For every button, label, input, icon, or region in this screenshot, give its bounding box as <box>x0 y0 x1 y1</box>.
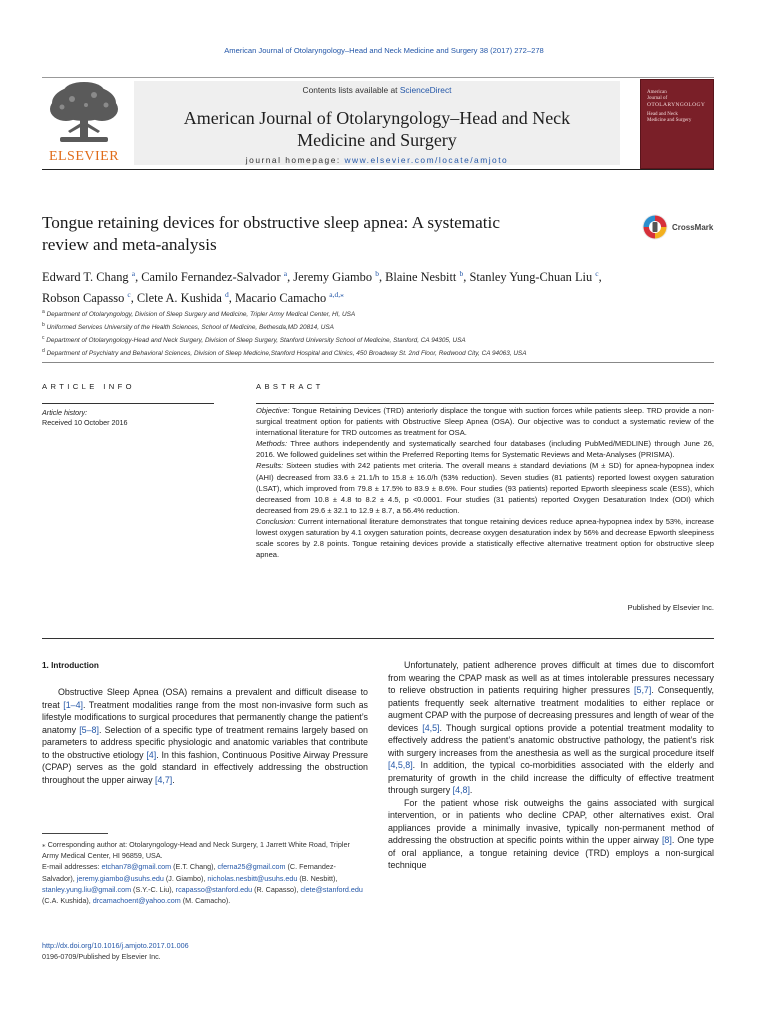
text-run: Unfortunately, patient adherence proves difficult at times due to discomfort from wearing the CPAP mask as well as at times intolerable pressures necessary to relieve obstruction in patients requiring higher pressures <box>388 660 714 695</box>
text-run: . In addition, the typical co-morbidities associated with the elderly and prematurity of growth in the child increase the difficulty of effective treatment through surgery <box>388 760 714 795</box>
text-run: . <box>172 774 175 785</box>
crossmark-label: CrossMark <box>672 223 714 232</box>
affiliation-item <box>42 346 726 359</box>
text-run: For the patient whose risk outweighs the gains associated with surgical intervention, or in patients who decline CPAP, other alternatives exist. Oral appliances provide a minimally invasive, typically non-permanent method of addressing the obstruction at specific points within the upper airway <box>388 797 714 845</box>
objective-text: Tongue Retaining Devices (TRD) anteriorly displace the tongue with suction forces while patients sleep. TRD provide a non-surgical treatment option for patients with Obstructive Sleep Apnea (OSA). Our objective was to conduct a systematic review of the international literature for TRD outcomes as treatment for OSA. <box>256 406 714 438</box>
author-affil-marker[interactable]: b <box>375 269 379 278</box>
text-run: E-mail addresses: <box>42 862 102 872</box>
article-history <box>42 408 214 429</box>
affiliation-marker: c <box>42 335 45 342</box>
affiliation-item <box>42 333 726 346</box>
abstract-results <box>256 460 714 515</box>
abstract-conclusion <box>256 516 714 560</box>
text-run: (R. Capasso), <box>252 884 301 894</box>
journal-masthead <box>42 77 714 169</box>
inline-link[interactable]: [5,7] <box>634 685 652 695</box>
homepage-prefix: journal homepage: <box>245 155 345 165</box>
cover-text <box>647 90 707 124</box>
text-run: . Selection of a specific type of treatment remains largely based on parameters to address specific physiologic and anatomic variables that contribute to the obstructive etiology <box>42 724 368 760</box>
crossmark-icon <box>642 214 668 240</box>
sciencedirect-link[interactable]: ScienceDirect <box>399 85 452 95</box>
journal-title <box>134 107 620 151</box>
text-run: (J. Giambo), <box>163 873 208 883</box>
author[interactable]: Edward T. Chang <box>42 270 129 285</box>
affiliation-text: Department of Otolaryngology, Division of Sleep Surgery and Medicine, Tripler Army Medical Center, HI, USA <box>46 311 356 319</box>
inline-link[interactable]: [4,5,8] <box>388 760 413 770</box>
text-run: . <box>469 785 473 795</box>
methods-label: Methods: <box>256 439 288 449</box>
inline-link[interactable]: etchan78@gmail.com <box>101 862 172 872</box>
inline-link[interactable]: drcamachoent@yahoo.com <box>92 896 181 906</box>
body-column-right <box>388 659 714 872</box>
body-divider <box>42 638 714 639</box>
article-title-line-2: review and meta-analysis <box>42 235 217 254</box>
text-run: (B. Nesbitt), <box>297 873 338 883</box>
affiliation-item <box>42 307 726 320</box>
text-run: (S.Y.-C. Liu), <box>131 884 176 894</box>
contents-prefix: Contents lists available at <box>302 85 400 95</box>
text-run: (M. Camacho). <box>180 896 231 906</box>
inline-link[interactable]: cferna25@gmail.com <box>217 862 286 872</box>
affiliation-marker: d <box>42 348 45 355</box>
author-affil-marker[interactable]: a <box>283 269 288 278</box>
intro-paragraph-3 <box>388 797 714 872</box>
text-run: . Though surgical options provide a potential treatment modality to effectively address the patient’s anatomic obstructive pathology, the patient’s risk with surgery increases from the anesthesia as well as the surgical procedure itself <box>388 722 714 758</box>
inline-link[interactable]: [4,8] <box>452 785 470 795</box>
cover-line-5: Medicine and Surgery <box>647 118 692 123</box>
doi-link[interactable]: http://dx.doi.org/10.1016/j.amjoto.2017.01.006 <box>42 941 189 950</box>
methods-text: Three authors independently and systematically searched four databases (including PubMed/MEDLINE) through June 26, 2016. We followed guidelines set within the Preferred Reporting Items for Systematic Reviews and Meta-Analyses (PRISMA). <box>256 439 714 460</box>
article-info-rule <box>42 403 214 404</box>
author-affil-marker[interactable]: d <box>225 290 229 300</box>
author-affil-marker[interactable]: b <box>459 269 464 278</box>
section-heading-introduction: 1. Introduction <box>42 661 99 670</box>
elsevier-wordmark: ELSEVIER <box>48 149 120 164</box>
author[interactable]: Blaine Nesbitt <box>385 270 457 285</box>
journal-title-line-1: American Journal of Otolaryngology–Head and Neck <box>183 108 571 128</box>
journal-title-line-2: Medicine and Surgery <box>297 130 457 150</box>
author-affil-marker[interactable]: c <box>127 290 131 300</box>
author[interactable]: Macario Camacho <box>235 291 327 306</box>
journal-homepage-line <box>134 155 620 165</box>
intro-paragraph-2 <box>388 659 714 797</box>
affiliation-marker: a <box>42 309 45 315</box>
cover-line-1: American <box>647 90 667 95</box>
affiliation-item <box>42 320 726 333</box>
contents-available-line <box>134 85 620 95</box>
text-run: . Treatment modalities range from the most non-invasive form such as lifestyle modifications to surgical procedures that permanently change the patient’s anatomy <box>42 699 368 735</box>
inline-link[interactable]: rcapasso@stanford.edu <box>175 884 253 894</box>
email-addresses <box>42 861 368 906</box>
front-matter-divider <box>42 362 714 363</box>
inline-link[interactable]: [4,7] <box>154 774 173 785</box>
journal-cover-thumbnail[interactable] <box>640 79 714 169</box>
objective-label: Objective: <box>256 406 290 415</box>
cover-line-2: Journal of <box>647 96 668 101</box>
author[interactable]: Robson Capasso <box>42 291 125 306</box>
abstract-methods <box>256 438 714 460</box>
masthead-top-rule <box>42 77 714 78</box>
inline-link[interactable]: stanley.yung.liu@gmail.com <box>42 884 132 894</box>
text-run: (E.T. Chang), <box>171 862 218 872</box>
cover-line-3: OTOLARYNGOLOGY <box>647 102 706 108</box>
conclusion-label: Conclusion: <box>256 516 296 526</box>
inline-link[interactable]: jeremy.giambo@usuhs.edu <box>76 873 164 883</box>
article-title-line-1: Tongue retaining devices for obstructive sleep apnea: A systematic <box>42 213 500 232</box>
abstract-objective <box>256 405 714 438</box>
inline-link[interactable]: [5–8] <box>79 724 99 735</box>
text-run: (C. Fernandez-Salvador), <box>42 862 336 883</box>
author-affil-marker[interactable]: a <box>131 269 136 278</box>
cover-line-4: Head and Neck <box>647 112 678 117</box>
author-list: Edward T. Chang $^a$, Camilo Fernandez-Salvador $^a$, Jeremy Giambo $^b$, Blaine Nesbitt $^b$, Stanley Yung-Chuan Liu $^c$, Robson Capasso $^c$, Clete A. Kushida $^d$, Macario Camacho $^{a,d,⁎}$ <box>42 269 602 306</box>
author-affil-marker[interactable]: a,d,⁎ <box>329 290 344 300</box>
article-title <box>42 212 602 256</box>
affiliation-text: Department of Psychiatry and Behavioral Sciences, Division of Sleep Medicine,Stanford Hospital and Clinics, 450 Broadway St. 2nd Floor, Redwood City, CA 94063, USA <box>46 350 527 358</box>
footnote-rule <box>42 833 108 834</box>
body-column-left <box>42 686 368 786</box>
text-run: . Consequently, patients frequently seek alternative treatment modalities to either replace or augment CPAP with the purpose of decreasing pressures and length of wear of the devices <box>388 685 714 733</box>
elsevier-logo[interactable] <box>42 81 126 167</box>
corresponding-author-note: ⁎ Corresponding author at: Otolaryngology-Head and Neck Surgery, 1 Jarrett White Road, Tripler Army Medical Center, HI 96859, USA. <box>42 840 350 861</box>
published-by: Published by Elsevier Inc. <box>627 603 714 612</box>
inline-link[interactable]: clete@stanford.edu <box>300 884 363 894</box>
inline-link[interactable]: [8] <box>661 835 672 845</box>
affiliation-marker: b <box>42 322 45 329</box>
text-run: (C.A. Kushida), <box>42 896 93 906</box>
author-affil-marker[interactable]: c <box>595 269 599 278</box>
text-run: . In this fashion, Continuous Positive Airway Pressure (CPAP) serves as the gold standard in effectively addressing the obstruction throughout the upper airway <box>42 749 369 785</box>
conclusion-text: Current international literature demonstrates that tongue retaining devices reduce apnea-hypopnea index by 53%, increase lowest oxygen saturation by 4.1 oxygen saturation points, decrease oxygen desaturation index by 56% and decrease Epworth sleepiness scale scores by 2.8 points. Tongue retaining devices provide a statistically effective alternative treatment option for obstructive sleep apnea. <box>256 516 714 560</box>
results-text: Sixteen studies with 242 patients met criteria. The overall means ± standard deviations (M ± SD) for apnea-hypopnea index (AHI) decreased from 33.6 ± 21.1/h to 15.8 ± 16.0/h (53% reduction). Seven studies (81 patients) reported lowest oxygen saturation (LSAT), which improved from 79.8 ± 17.5% to 83.9 ± 8.6%. Four studies (93 patients) reported Epworth sleepiness scale (ESS), which decreased from 10.8 ± 4.8 to 8.2 ± 4.5, p <0.0001. Four studies (31 patients) reported Oxygen Desaturation Index (ODI) which decreased from 29.6 ± 32.1 to 12.9 ± 8.7, a 56.4% reduction. <box>256 461 714 515</box>
author[interactable]: Clete A. Kushida <box>136 291 222 306</box>
homepage-link[interactable]: www.elsevier.com/locate/amjoto <box>344 155 509 165</box>
abstract-rule <box>256 403 714 404</box>
article-info-label: ARTICLE INFO <box>42 382 135 391</box>
doi-block <box>42 940 368 962</box>
masthead-bottom-rule <box>42 169 714 170</box>
received-date: Received 10 October 2016 <box>42 418 128 428</box>
inline-link[interactable]: [1–4] <box>63 699 83 710</box>
journal-citation[interactable]: American Journal of Otolaryngology–Head and Neck Medicine and Surgery 38 (2017) 272–278 <box>224 46 544 55</box>
affiliation-text: Department of Otolaryngology-Head and Neck Surgery, Division of Sleep Surgery, Stanford University School of Medicine, Stanford, CA 94305, USA <box>46 337 466 345</box>
results-label: Results: <box>256 461 284 471</box>
author[interactable]: Camilo Fernandez-Salvador <box>141 270 281 285</box>
issn-line: 0196-0709/Published by Elsevier Inc. <box>42 952 161 962</box>
abstract-label: ABSTRACT <box>256 382 324 391</box>
abstract-text <box>256 405 714 560</box>
text-run: Obstructive Sleep Apnea (OSA) remains a prevalent and difficult disease to treat <box>42 687 368 710</box>
inline-link[interactable]: nicholas.nesbitt@usuhs.edu <box>207 873 298 883</box>
text-run: . One type of oral appliance, a tongue retaining device (TRD) employs a non-surgical technique <box>388 835 714 870</box>
author[interactable]: Stanley Yung-Chuan Liu <box>469 270 593 285</box>
footnotes <box>42 839 368 906</box>
inline-link[interactable]: [4,5] <box>422 722 440 733</box>
affiliation-list <box>42 307 726 360</box>
intro-paragraph-1 <box>42 686 368 786</box>
history-label: Article history: <box>42 408 88 417</box>
inline-link[interactable]: [4] <box>146 749 157 760</box>
author[interactable]: Jeremy Giambo <box>293 270 373 285</box>
affiliation-text: Uniformed Services University of the Health Sciences, School of Medicine, Bethesda,MD 20814, USA <box>46 324 334 332</box>
journal-title-box <box>134 81 620 165</box>
elsevier-tree-icon <box>42 81 126 147</box>
